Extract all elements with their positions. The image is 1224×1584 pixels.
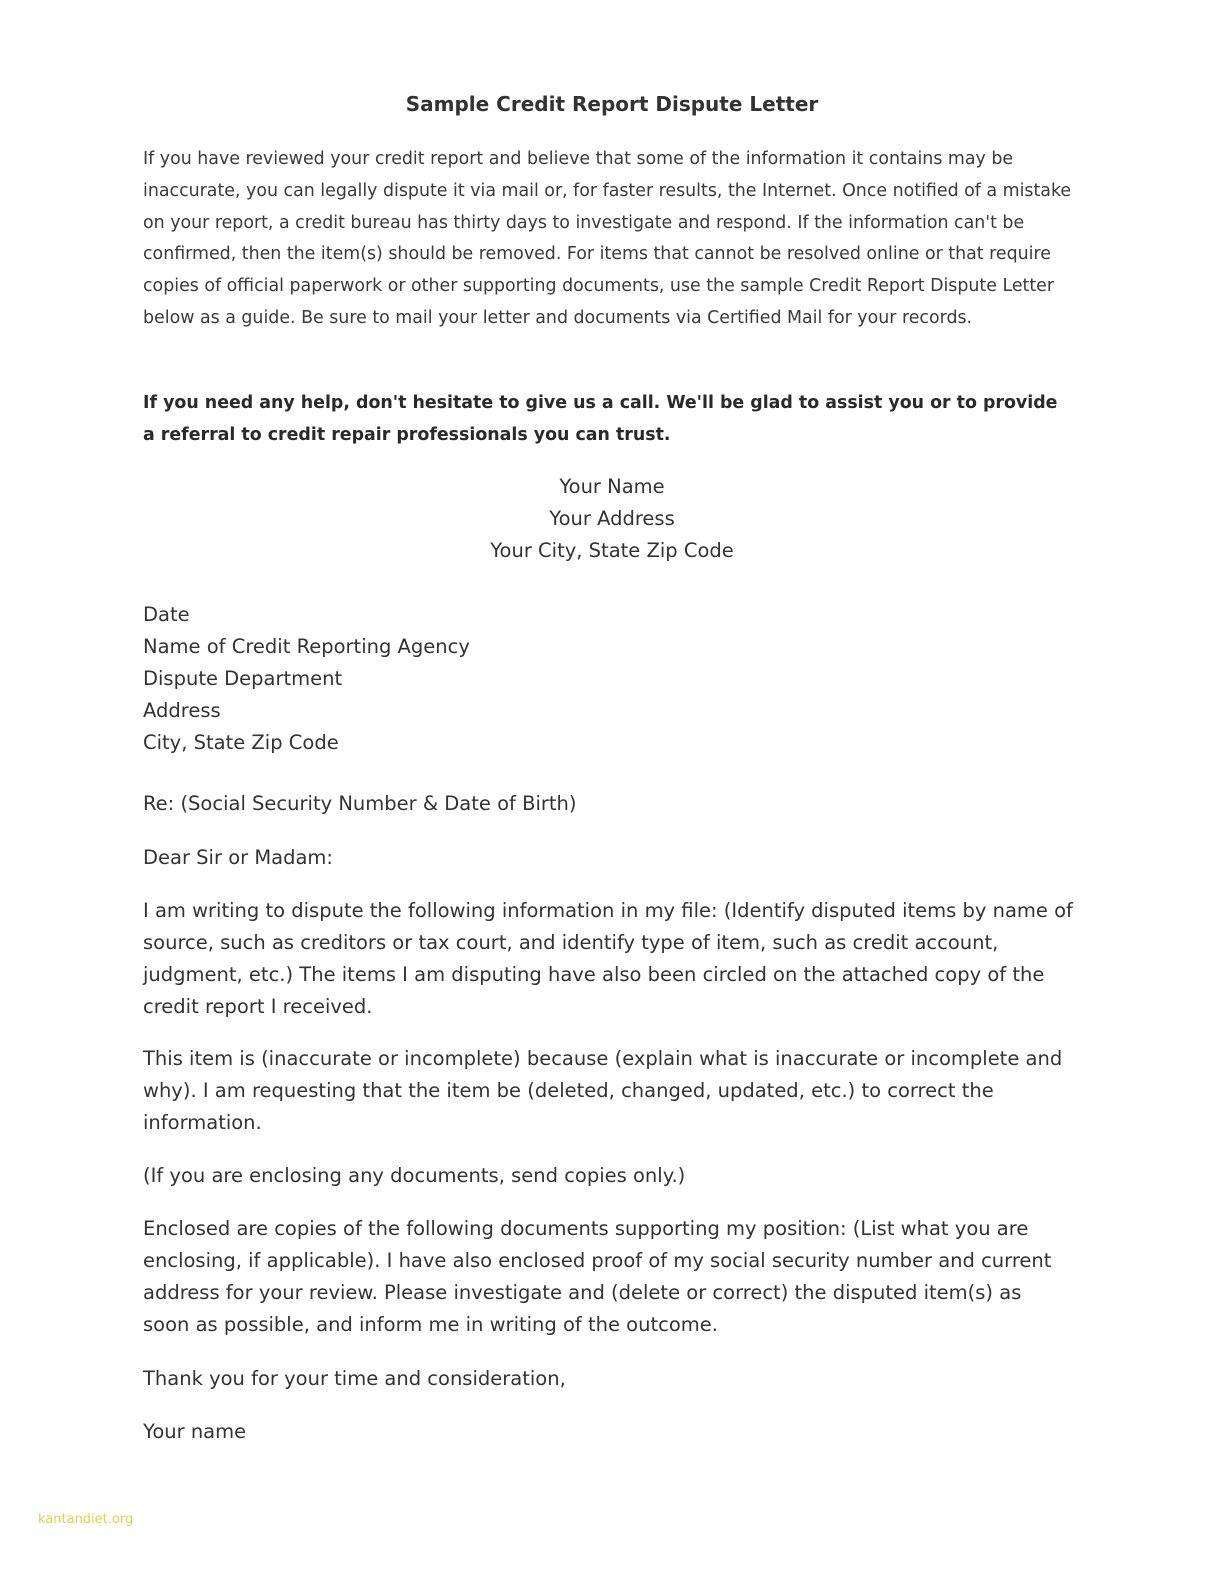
recipient-address: Address xyxy=(143,699,221,722)
subject-line: Re: (Social Security Number & Date of Birth) xyxy=(143,792,577,815)
document-title: Sample Credit Report Dispute Letter xyxy=(405,92,819,116)
intro-paragraph: If you have reviewed your credit report and believe that some of the information it contains may be inaccurate, you can legally dispute it via mail or, for faster results, the Internet. Once notified of a mistake on your report, a credit bureau has thirty days to investigate and respond. If the information can't be confirmed, then the item(s) should be removed. For items that cannot be resolved online or that require copies of official paperwork or other supporting documents, use the sample Credit Report Dispute Letter below as a guide. Be sure to mail your letter and documents via Certified Mail for your records. xyxy=(143,149,1072,328)
sender-address-block xyxy=(0,471,1224,567)
body-paragraph-1: I am writing to dispute the following information in my file: (Identify disputed items by name of source, such as creditors or tax court, and identify type of item, such as credit account, judgment, etc.) The items I am disputing have also been circled on the attached copy of the credit report I received. xyxy=(143,899,1073,1018)
sender-city: Your City, State Zip Code xyxy=(490,539,734,562)
signature-line: Your name xyxy=(143,1420,247,1443)
letter-date: Date xyxy=(143,603,190,626)
salutation: Dear Sir or Madam: xyxy=(143,846,334,869)
watermark-text: kantandiet.org xyxy=(38,1512,134,1527)
recipient-city: City, State Zip Code xyxy=(143,731,339,754)
closing-line: Thank you for your time and consideration, xyxy=(143,1367,566,1390)
sender-name: Your Name xyxy=(559,475,665,498)
recipient-address-block xyxy=(143,599,1073,759)
body-paragraph-3: (If you are enclosing any documents, send copies only.) xyxy=(143,1164,686,1187)
help-paragraph: If you need any help, don't hesitate to give us a call. We'll be glad to assist you or to provide a referral to credit repair professionals you can trust. xyxy=(143,393,1058,445)
body-paragraph-2: This item is (inaccurate or incomplete) because (explain what is inaccurate or incomplete and why). I am requesting that the item be (deleted, changed, updated, etc.) to correct the information. xyxy=(143,1047,1063,1134)
sender-address: Your Address xyxy=(549,507,675,530)
recipient-agency: Name of Credit Reporting Agency xyxy=(143,635,470,658)
recipient-department: Dispute Department xyxy=(143,667,343,690)
body-paragraph-4: Enclosed are copies of the following documents supporting my position: (List what you are enclosing, if applicable). I have also enclosed proof of my social security number and current address for your review. Please investigate and (delete or correct) the disputed item(s) as soon as possible, and inform me in writing of the outcome. xyxy=(143,1217,1052,1336)
